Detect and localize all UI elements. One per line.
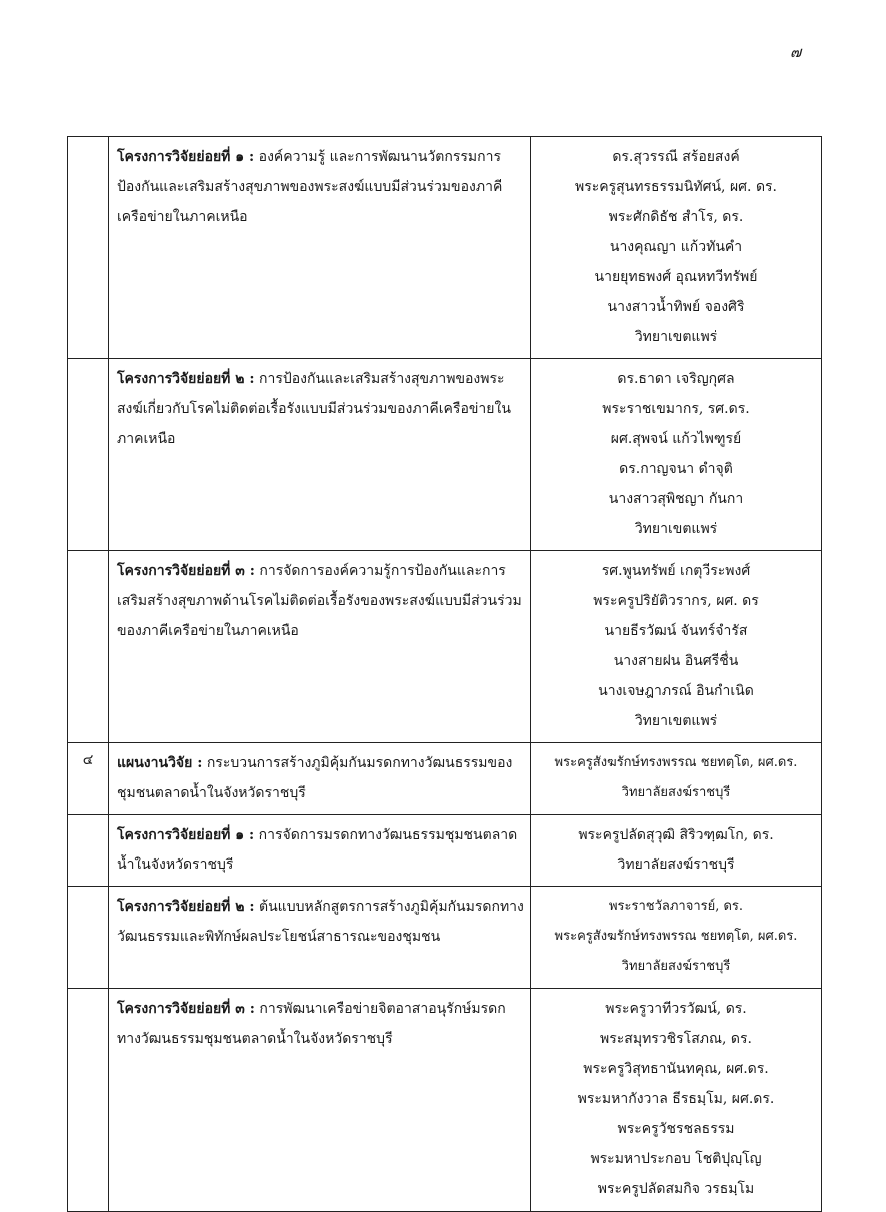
table-row	[68, 815, 822, 887]
project-description	[109, 989, 531, 1212]
researcher-name: นางเจษฎาภรณ์ อินกำเนิด	[598, 683, 754, 699]
researcher-name: วิทยาเขตแพร่	[634, 329, 718, 345]
project-description	[109, 743, 531, 815]
researcher-name: วิทยาลัยสงฆ์ราชบุรี	[621, 959, 731, 974]
researcher-name: พระครูปริยัติวรากร, ผศ. ดร	[593, 593, 759, 609]
table-row	[68, 989, 822, 1212]
researcher-name: นายธีรวัฒน์ จันทร์จำรัส	[604, 623, 748, 639]
researcher-name: พระราชวัลภาจารย์, ดร.	[608, 899, 744, 914]
project-title: ต้นแบบหลักสูตรการสร้างภูมิคุ้มกันมรดกทางวัฒนธรรมและพิทักษ์ผลประโยชน์สาธารณะของชุมชน	[117, 899, 524, 945]
researcher-name: พระราชเขมากร, รศ.ดร.	[602, 401, 750, 417]
table-row	[68, 359, 822, 551]
project-description	[109, 551, 531, 743]
researcher-name: ดร.ธาดา เจริญกุศล	[617, 371, 735, 387]
researcher-list	[531, 887, 822, 989]
researcher-name: ดร.สุวรรณี สร้อยสงค์	[612, 149, 740, 165]
project-title: การป้องกันและเสริมสร้างสุขภาพของพระสงฆ์เกี่ยวกับโรคไม่ติดต่อเรื้อรังแบบมีส่วนร่วมของภาคีเครือข่ายในภาคเหนือ	[117, 371, 511, 447]
researcher-name: วิทยาเขตแพร่	[634, 713, 718, 729]
project-label: โครงการวิจัยย่อยที่ ๑ :	[117, 827, 255, 843]
researcher-list	[531, 551, 822, 743]
project-title: การจัดการองค์ความรู้การป้องกันและการเสริมสร้างสุขภาพด้านโรคไม่ติดต่อเรื้อรังของพระสงฆ์แบบมีส่วนร่วมของภาคีเครือข่ายในภาคเหนือ	[117, 563, 522, 639]
researcher-name: รศ.พูนทรัพย์ เกตุวีระพงศ์	[601, 563, 751, 579]
project-description	[109, 887, 531, 989]
project-label: แผนงานวิจัย :	[117, 755, 203, 771]
researcher-name: พระครูปลัดสุวุฒิ สิริวฑฺฒโก, ดร.	[578, 827, 774, 843]
project-title: กระบวนการสร้างภูมิคุ้มกันมรดกทางวัฒนธรรมของชุมชนตลาดน้ำในจังหวัดราชบุรี	[117, 755, 513, 801]
researcher-name: นายยุทธพงศ์ อุณหทวีทรัพย์	[594, 269, 758, 285]
researcher-name: พระครูวาทีวรวัฒน์, ดร.	[605, 1001, 747, 1017]
project-label: โครงการวิจัยย่อยที่ ๓ :	[117, 1001, 255, 1017]
researcher-name: วิทยาลัยสงฆ์ราชบุรี	[621, 785, 731, 800]
researcher-name: พระครูวัชรชลธรรม	[617, 1121, 735, 1137]
project-label: โครงการวิจัยย่อยที่ ๒ :	[117, 899, 255, 915]
researcher-name: พระสมุทรวชิรโสภณ, ดร.	[600, 1031, 752, 1047]
project-title: การจัดการมรดกทางวัฒนธรรมชุมชนตลาดน้ำในจังหวัดราชบุรี	[117, 827, 518, 873]
table-row	[68, 551, 822, 743]
researcher-list	[531, 137, 822, 359]
researcher-name: วิทยาเขตแพร่	[634, 521, 718, 537]
project-description	[109, 815, 531, 887]
row-number	[68, 989, 109, 1212]
table-row	[68, 887, 822, 989]
researcher-name: พระมหาประกอบ โชติปุญฺโญ	[590, 1151, 762, 1167]
researcher-name: พระครูสังฆรักษ์ทรงพรรณ ชยทตฺโต, ผศ.ดร.	[554, 929, 798, 944]
project-description	[109, 359, 531, 551]
researcher-name: ผศ.สุพจน์ แก้วไพฑูรย์	[610, 431, 742, 447]
researcher-name: พระครูวิสุทธานันทคุณ, ผศ.ดร.	[583, 1061, 769, 1077]
row-number	[68, 359, 109, 551]
researcher-name: พระครูสุนทรธรรมนิทัศน์, ผศ. ดร.	[574, 179, 778, 195]
researcher-name: วิทยาลัยสงฆ์ราชบุรี	[617, 857, 735, 873]
project-title: องค์ความรู้ และการพัฒนานวัตกรรมการป้องกันและเสริมสร้างสุขภาพของพระสงฆ์แบบมีส่วนร่วมของภาคีเครือข่ายในภาคเหนือ	[117, 149, 503, 225]
researcher-list	[531, 359, 822, 551]
project-title: การพัฒนาเครือข่ายจิตอาสาอนุรักษ์มรดกทางวัฒนธรรมชุมชนตลาดน้ำในจังหวัดราชบุรี	[117, 1001, 506, 1047]
researcher-name: นางสาวน้ำทิพย์ จองศิริ	[607, 299, 745, 315]
project-label: โครงการวิจัยย่อยที่ ๓ :	[117, 563, 255, 579]
researcher-name: ดร.กาญจนา ดำจุติ	[619, 461, 733, 477]
researcher-name: นางคุณญา แก้วทันคำ	[609, 239, 743, 255]
table-row	[68, 137, 822, 359]
researcher-name: พระศักดิธัช สำโร, ดร.	[608, 209, 744, 225]
researcher-name: นางสาวสุพิชญา กันกา	[608, 491, 744, 507]
row-number	[68, 815, 109, 887]
researcher-name: พระครูสังฆรักษ์ทรงพรรณ ชยทตฺโต, ผศ.ดร.	[554, 755, 798, 770]
researcher-list	[531, 743, 822, 815]
row-number: ๔	[68, 743, 109, 815]
researcher-list	[531, 815, 822, 887]
row-number	[68, 887, 109, 989]
row-number	[68, 551, 109, 743]
researcher-name: พระครูปลัดสมกิจ วรธมฺโม	[597, 1181, 755, 1197]
researcher-list	[531, 989, 822, 1212]
researcher-name: พระมหากังวาล ธีรธมฺโม, ผศ.ดร.	[577, 1091, 775, 1107]
project-label: โครงการวิจัยย่อยที่ ๒ :	[117, 371, 255, 387]
researcher-name: นางสายฝน อินศรีชื่น	[613, 653, 739, 669]
project-description	[109, 137, 531, 359]
row-number	[68, 137, 109, 359]
project-label: โครงการวิจัยย่อยที่ ๑ :	[117, 149, 255, 165]
research-table	[67, 136, 822, 1212]
table-row	[68, 743, 822, 815]
page-number: ๗	[790, 43, 802, 61]
